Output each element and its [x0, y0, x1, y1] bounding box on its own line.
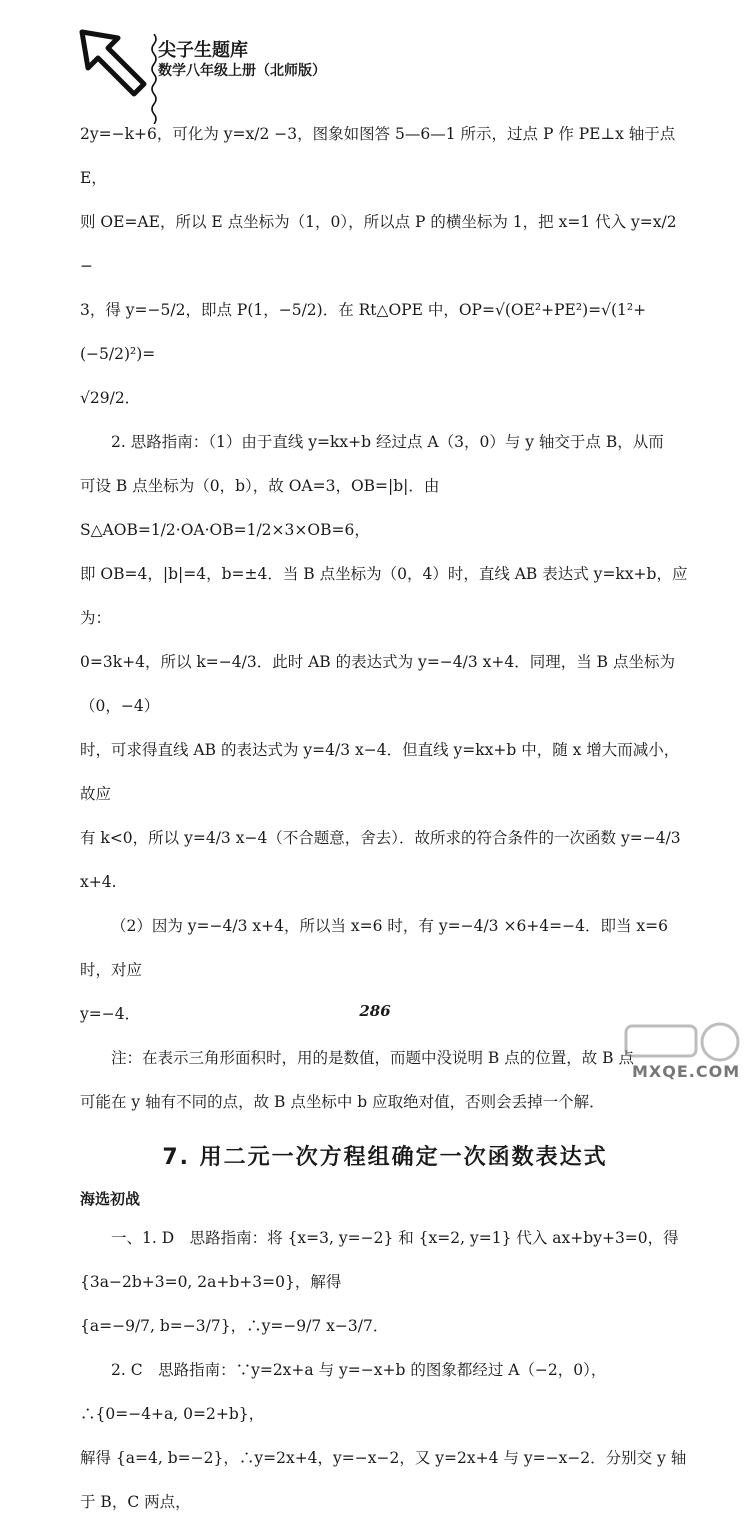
text-line: 0=3k+4，所以 k=−4/3．此时 AB 的表达式为 y=−4/3 x+4．同理，当 B 点坐标为（0，−4） — [80, 653, 675, 715]
text-line: 2y=−k+6，可化为 y=x/2 −3，图象如图答 5—6—1 所示，过点 P 作 PE⊥x 轴于点 E， — [80, 125, 676, 187]
subsection-heading: 海选初战 — [80, 1190, 141, 1208]
text-line: 2. 思路指南：（1）由于直线 y=kx+b 经过点 A（3，0）与 y 轴交于点 B，从而 — [111, 433, 664, 451]
arrow-icon — [78, 28, 148, 98]
page-body — [80, 112, 690, 1524]
section-title: 7. 用二元一次方程组确定一次函数表达式 — [162, 1145, 608, 1170]
text-line: 可能在 y 轴有不同的点，故 B 点坐标中 b 应取绝对值，否则会丢掉一个解． — [80, 1093, 605, 1111]
watermark-text: MXQE.COM — [632, 1062, 741, 1081]
book-subtitle: 数学八年级上册（北师版） — [158, 63, 326, 79]
text-line: （2）因为 y=−4/3 x+4，所以当 x=6 时，有 y=−4/3 ×6+4=−4．即当 x=6 时，对应 — [80, 917, 669, 979]
text-line: 时，可求得直线 AB 的表达式为 y=4/3 x−4．但直线 y=kx+b 中，随 x 增大而减小，故应 — [80, 741, 680, 803]
text-line: 即 OB=4，|b|=4，b=±4．当 B 点坐标为（0，4）时，直线 AB 表达式 y=kx+b，应为： — [80, 565, 688, 627]
text-line: 可设 B 点坐标为（0，b），故 OA=3，OB=|b|．由 S△AOB=1/2·OA·OB=1/2×3×OB=6， — [80, 477, 440, 539]
text-line: 一、1. D 思路指南：将 {x=3, y=−2} 和 {x=2, y=1} 代入 ax+by+3=0，得 {3a−2b+3=0, 2a+b+3=0}，解得 — [80, 1229, 679, 1291]
text-line: 解得 {a=4, b=−2}，∴y=2x+4，y=−x−2，又 y=2x+4 与 y=−x−2．分别交 y 轴于 B，C 两点， — [80, 1449, 687, 1511]
text-line: 则 OE=AE，所以 E 点坐标为（1，0），所以点 P 的横坐标为 1，把 x=1 代入 y=x/2 − — [80, 213, 677, 275]
text-line: √29/2． — [80, 389, 141, 407]
page-header — [78, 28, 678, 100]
page-number: 286 — [359, 1002, 391, 1020]
text-line: {a=−9/7, b=−3/7}，∴y=−9/7 x−3/7． — [80, 1317, 389, 1335]
text-line: 有 k<0，所以 y=4/3 x−4（不合题意，舍去）．故所求的符合条件的一次函数 y=−4/3 x+4. — [80, 829, 681, 891]
wavy-divider — [150, 34, 158, 124]
book-brand: 尖子生题库 — [158, 40, 248, 61]
text-line: 2. C 思路指南：∵y=2x+a 与 y=−x+b 的图象都经过 A（−2，0），∴{0=−4+a, 0=2+b}， — [80, 1361, 607, 1423]
text-line: 注：在表示三角形面积时，用的是数值，而题中没说明 B 点的位置，故 B 点 — [111, 1049, 634, 1067]
text-line: y=−4． — [80, 1005, 141, 1023]
text-line: 3，得 y=−5/2，即点 P(1，−5/2)．在 Rt△OPE 中，OP=√(OE²+PE²)=√(1²+(−5/2)²)= — [80, 301, 647, 363]
